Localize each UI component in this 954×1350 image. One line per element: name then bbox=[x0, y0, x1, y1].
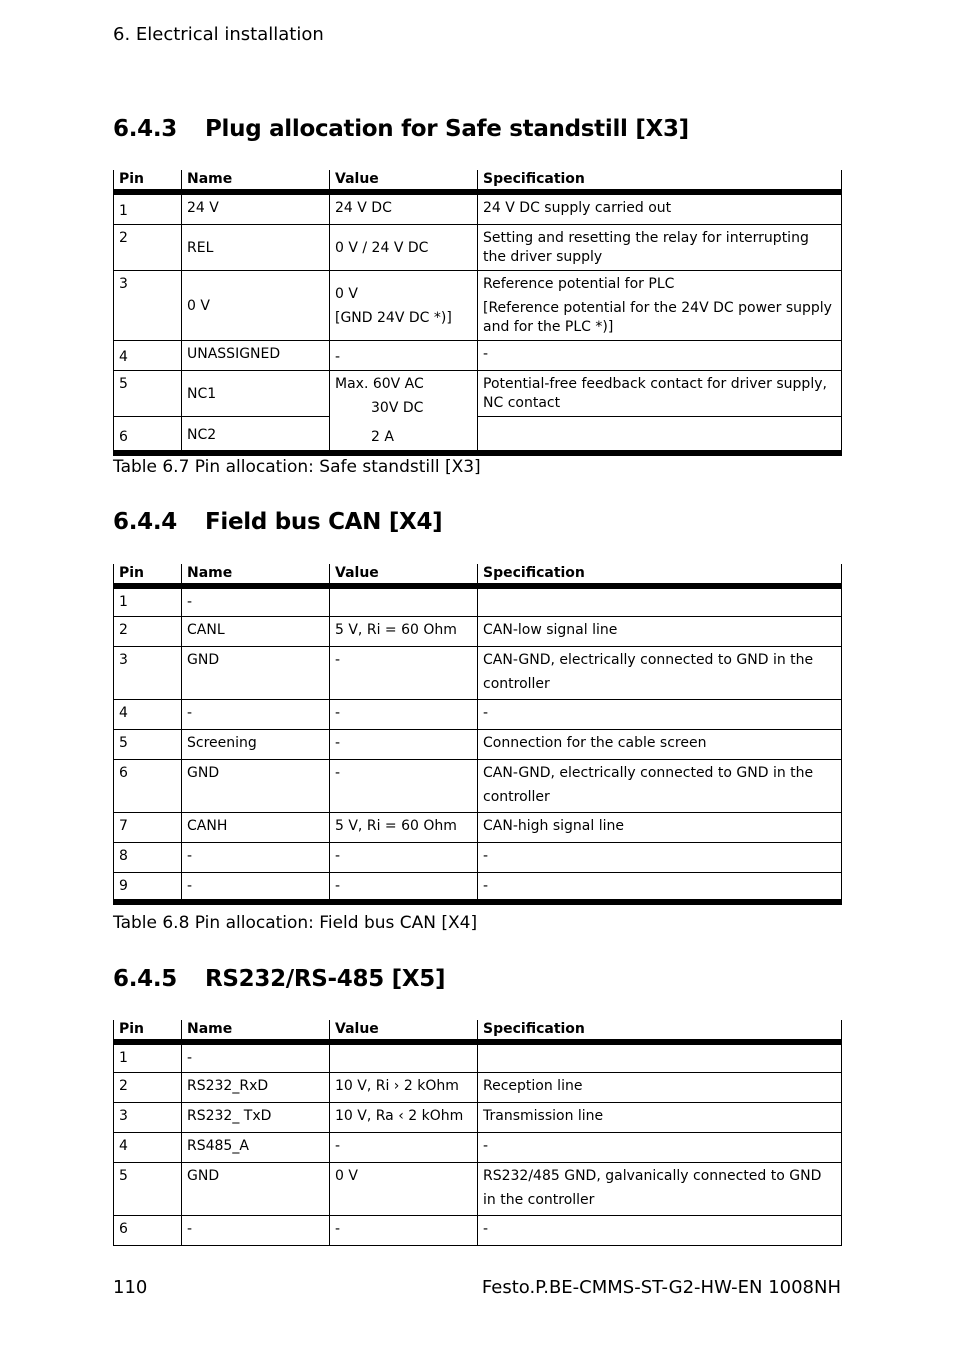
value-cell bbox=[330, 586, 478, 616]
table-caption: Table 6.8 Pin allocation: Field bus CAN [X4] bbox=[113, 913, 478, 933]
name-cell: - bbox=[182, 586, 330, 616]
table-row bbox=[114, 341, 842, 371]
table-row bbox=[114, 646, 842, 699]
value-cell: 5 V, Ri = 60 Ohm bbox=[330, 616, 478, 646]
pin-cell: 8 bbox=[114, 842, 182, 872]
value-cell: - bbox=[330, 872, 478, 902]
value-cell: - bbox=[330, 1215, 478, 1245]
table-row bbox=[114, 759, 842, 812]
pin-cell: 7 bbox=[114, 812, 182, 842]
table-row bbox=[114, 699, 842, 729]
pin-table-x4 bbox=[113, 564, 842, 905]
col-header-pin: Pin bbox=[114, 564, 182, 586]
spec-cell: Potential-free feedback contact for driver supply, NC contact bbox=[478, 371, 842, 417]
col-header-name: Name bbox=[182, 1020, 330, 1042]
col-header-specification: Specification bbox=[478, 564, 842, 586]
section-number: 6.4.5 bbox=[113, 966, 177, 992]
value-line: [GND 24V DC *)] bbox=[335, 309, 452, 326]
spec-cell: - bbox=[478, 341, 842, 371]
spec-cell: CAN-high signal line bbox=[478, 812, 842, 842]
spec-cell: Reception line bbox=[478, 1072, 842, 1102]
pin-cell: 2 bbox=[114, 225, 182, 271]
spec-cell: - bbox=[478, 1215, 842, 1245]
spec-cell: Transmission line bbox=[478, 1102, 842, 1132]
col-header-name: Name bbox=[182, 170, 330, 192]
pin-table-x5 bbox=[113, 1020, 842, 1246]
name-cell: 0 V bbox=[182, 271, 330, 341]
table-row bbox=[114, 271, 842, 341]
table-row bbox=[114, 616, 842, 646]
col-header-pin: Pin bbox=[114, 1020, 182, 1042]
pin-cell: 4 bbox=[114, 699, 182, 729]
pin-cell: 6 bbox=[114, 417, 182, 454]
table-caption: Table 6.7 Pin allocation: Safe standstill [X3] bbox=[113, 457, 481, 477]
table-header-row bbox=[114, 170, 842, 192]
name-cell: - bbox=[182, 1215, 330, 1245]
pin-cell: 2 bbox=[114, 616, 182, 646]
value-cell bbox=[330, 371, 478, 454]
table-header-row bbox=[114, 564, 842, 586]
name-cell: - bbox=[182, 699, 330, 729]
value-cell: - bbox=[330, 1132, 478, 1162]
spec-cell bbox=[478, 1042, 842, 1072]
name-cell: NC1 bbox=[182, 371, 330, 417]
spec-cell: 24 V DC supply carried out bbox=[478, 192, 842, 225]
spec-cell: Setting and resetting the relay for interrupting the driver supply bbox=[478, 225, 842, 271]
spec-cell: - bbox=[478, 872, 842, 902]
table-row bbox=[114, 842, 842, 872]
col-header-specification: Specification bbox=[478, 1020, 842, 1042]
spec-cell bbox=[478, 586, 842, 616]
name-cell: Screening bbox=[182, 729, 330, 759]
pin-cell: 2 bbox=[114, 1072, 182, 1102]
spec-cell: - bbox=[478, 1132, 842, 1162]
table-row bbox=[114, 872, 842, 902]
section-number: 6.4.4 bbox=[113, 509, 177, 535]
name-cell: UNASSIGNED bbox=[182, 341, 330, 371]
pin-cell: 6 bbox=[114, 759, 182, 812]
name-cell: RS232_RxD bbox=[182, 1072, 330, 1102]
value-cell: 10 V, Ra ‹ 2 kOhm bbox=[330, 1102, 478, 1132]
section-title: Field bus CAN [X4] bbox=[205, 509, 443, 535]
pin-cell: 1 bbox=[114, 192, 182, 225]
table-row bbox=[114, 192, 842, 225]
value-cell: - bbox=[330, 646, 478, 699]
col-header-name: Name bbox=[182, 564, 330, 586]
table-row bbox=[114, 417, 842, 454]
value-line: Max. 60V AC bbox=[335, 376, 424, 392]
spec-cell: CAN-GND, electrically connected to GND in the controller bbox=[478, 759, 842, 812]
table-row bbox=[114, 586, 842, 616]
value-cell: 5 V, Ri = 60 Ohm bbox=[330, 812, 478, 842]
table-row bbox=[114, 1102, 842, 1132]
spec-cell bbox=[478, 417, 842, 454]
table-row bbox=[114, 225, 842, 271]
pin-cell: 4 bbox=[114, 1132, 182, 1162]
col-header-specification: Specification bbox=[478, 170, 842, 192]
value-cell: 0 V / 24 V DC bbox=[330, 225, 478, 271]
spec-cell: CAN-GND, electrically connected to GND in the controller bbox=[478, 646, 842, 699]
section-number: 6.4.3 bbox=[113, 116, 177, 142]
spec-cell: CAN-low signal line bbox=[478, 616, 842, 646]
name-cell: CANH bbox=[182, 812, 330, 842]
name-cell: GND bbox=[182, 1162, 330, 1215]
section-heading-x4 bbox=[113, 509, 813, 539]
pin-cell: 3 bbox=[114, 1102, 182, 1132]
col-header-value: Value bbox=[330, 1020, 478, 1042]
name-cell: GND bbox=[182, 646, 330, 699]
pin-cell: 6 bbox=[114, 1215, 182, 1245]
col-header-pin: Pin bbox=[114, 170, 182, 192]
pin-table-x3 bbox=[113, 170, 842, 456]
spec-cell: - bbox=[478, 842, 842, 872]
name-cell: 24 V bbox=[182, 192, 330, 225]
spec-cell bbox=[478, 271, 842, 341]
section-heading-x3 bbox=[113, 116, 813, 146]
value-line: 0 V bbox=[335, 285, 358, 302]
table-row bbox=[114, 1072, 842, 1102]
value-cell: - bbox=[330, 729, 478, 759]
spec-line: [Reference potential for the 24V DC power supply and for the PLC *)] bbox=[483, 300, 832, 335]
value-cell: 10 V, Ri › 2 kOhm bbox=[330, 1072, 478, 1102]
section-heading-x5 bbox=[113, 966, 813, 996]
spec-line: Reference potential for PLC bbox=[483, 276, 675, 292]
spec-cell: Connection for the cable screen bbox=[478, 729, 842, 759]
value-cell bbox=[330, 271, 478, 341]
name-cell: NC2 bbox=[182, 417, 330, 454]
pin-cell: 9 bbox=[114, 872, 182, 902]
page-number: 110 bbox=[113, 1277, 148, 1298]
name-cell: - bbox=[182, 842, 330, 872]
name-cell: - bbox=[182, 872, 330, 902]
pin-cell: 4 bbox=[114, 341, 182, 371]
value-cell: - bbox=[330, 842, 478, 872]
table-row bbox=[114, 1132, 842, 1162]
section-title: Plug allocation for Safe standstill [X3] bbox=[205, 116, 689, 142]
pin-cell: 1 bbox=[114, 586, 182, 616]
table-row bbox=[114, 1042, 842, 1072]
pin-cell: 5 bbox=[114, 1162, 182, 1215]
section-title: RS232/RS-485 [X5] bbox=[205, 966, 446, 992]
name-cell: RS232_ TxD bbox=[182, 1102, 330, 1132]
name-cell: - bbox=[182, 1042, 330, 1072]
table-row bbox=[114, 1215, 842, 1245]
value-cell: - bbox=[330, 759, 478, 812]
value-cell: - bbox=[330, 699, 478, 729]
document-id: Festo.P.BE-CMMS-ST-G2-HW-EN 1008NH bbox=[481, 1277, 841, 1298]
pin-cell: 3 bbox=[114, 646, 182, 699]
col-header-value: Value bbox=[330, 170, 478, 192]
pin-cell: 3 bbox=[114, 271, 182, 341]
table-row bbox=[114, 371, 842, 417]
value-cell: - bbox=[330, 341, 478, 371]
pin-cell: 5 bbox=[114, 729, 182, 759]
table-row bbox=[114, 729, 842, 759]
spec-cell: - bbox=[478, 699, 842, 729]
value-cell: 24 V DC bbox=[330, 192, 478, 225]
name-cell: GND bbox=[182, 759, 330, 812]
name-cell: REL bbox=[182, 225, 330, 271]
name-cell: RS485_A bbox=[182, 1132, 330, 1162]
running-header: 6. Electrical installation bbox=[113, 24, 324, 45]
col-header-value: Value bbox=[330, 564, 478, 586]
value-line: 2 A bbox=[371, 429, 394, 445]
table-row bbox=[114, 812, 842, 842]
spec-cell: RS232/485 GND, galvanically connected to GND in the controller bbox=[478, 1162, 842, 1215]
table-header-row bbox=[114, 1020, 842, 1042]
name-cell: CANL bbox=[182, 616, 330, 646]
pin-cell: 5 bbox=[114, 371, 182, 417]
pin-cell: 1 bbox=[114, 1042, 182, 1072]
value-cell: 0 V bbox=[330, 1162, 478, 1215]
table-row bbox=[114, 1162, 842, 1215]
value-cell bbox=[330, 1042, 478, 1072]
value-line: 30V DC bbox=[371, 400, 424, 416]
